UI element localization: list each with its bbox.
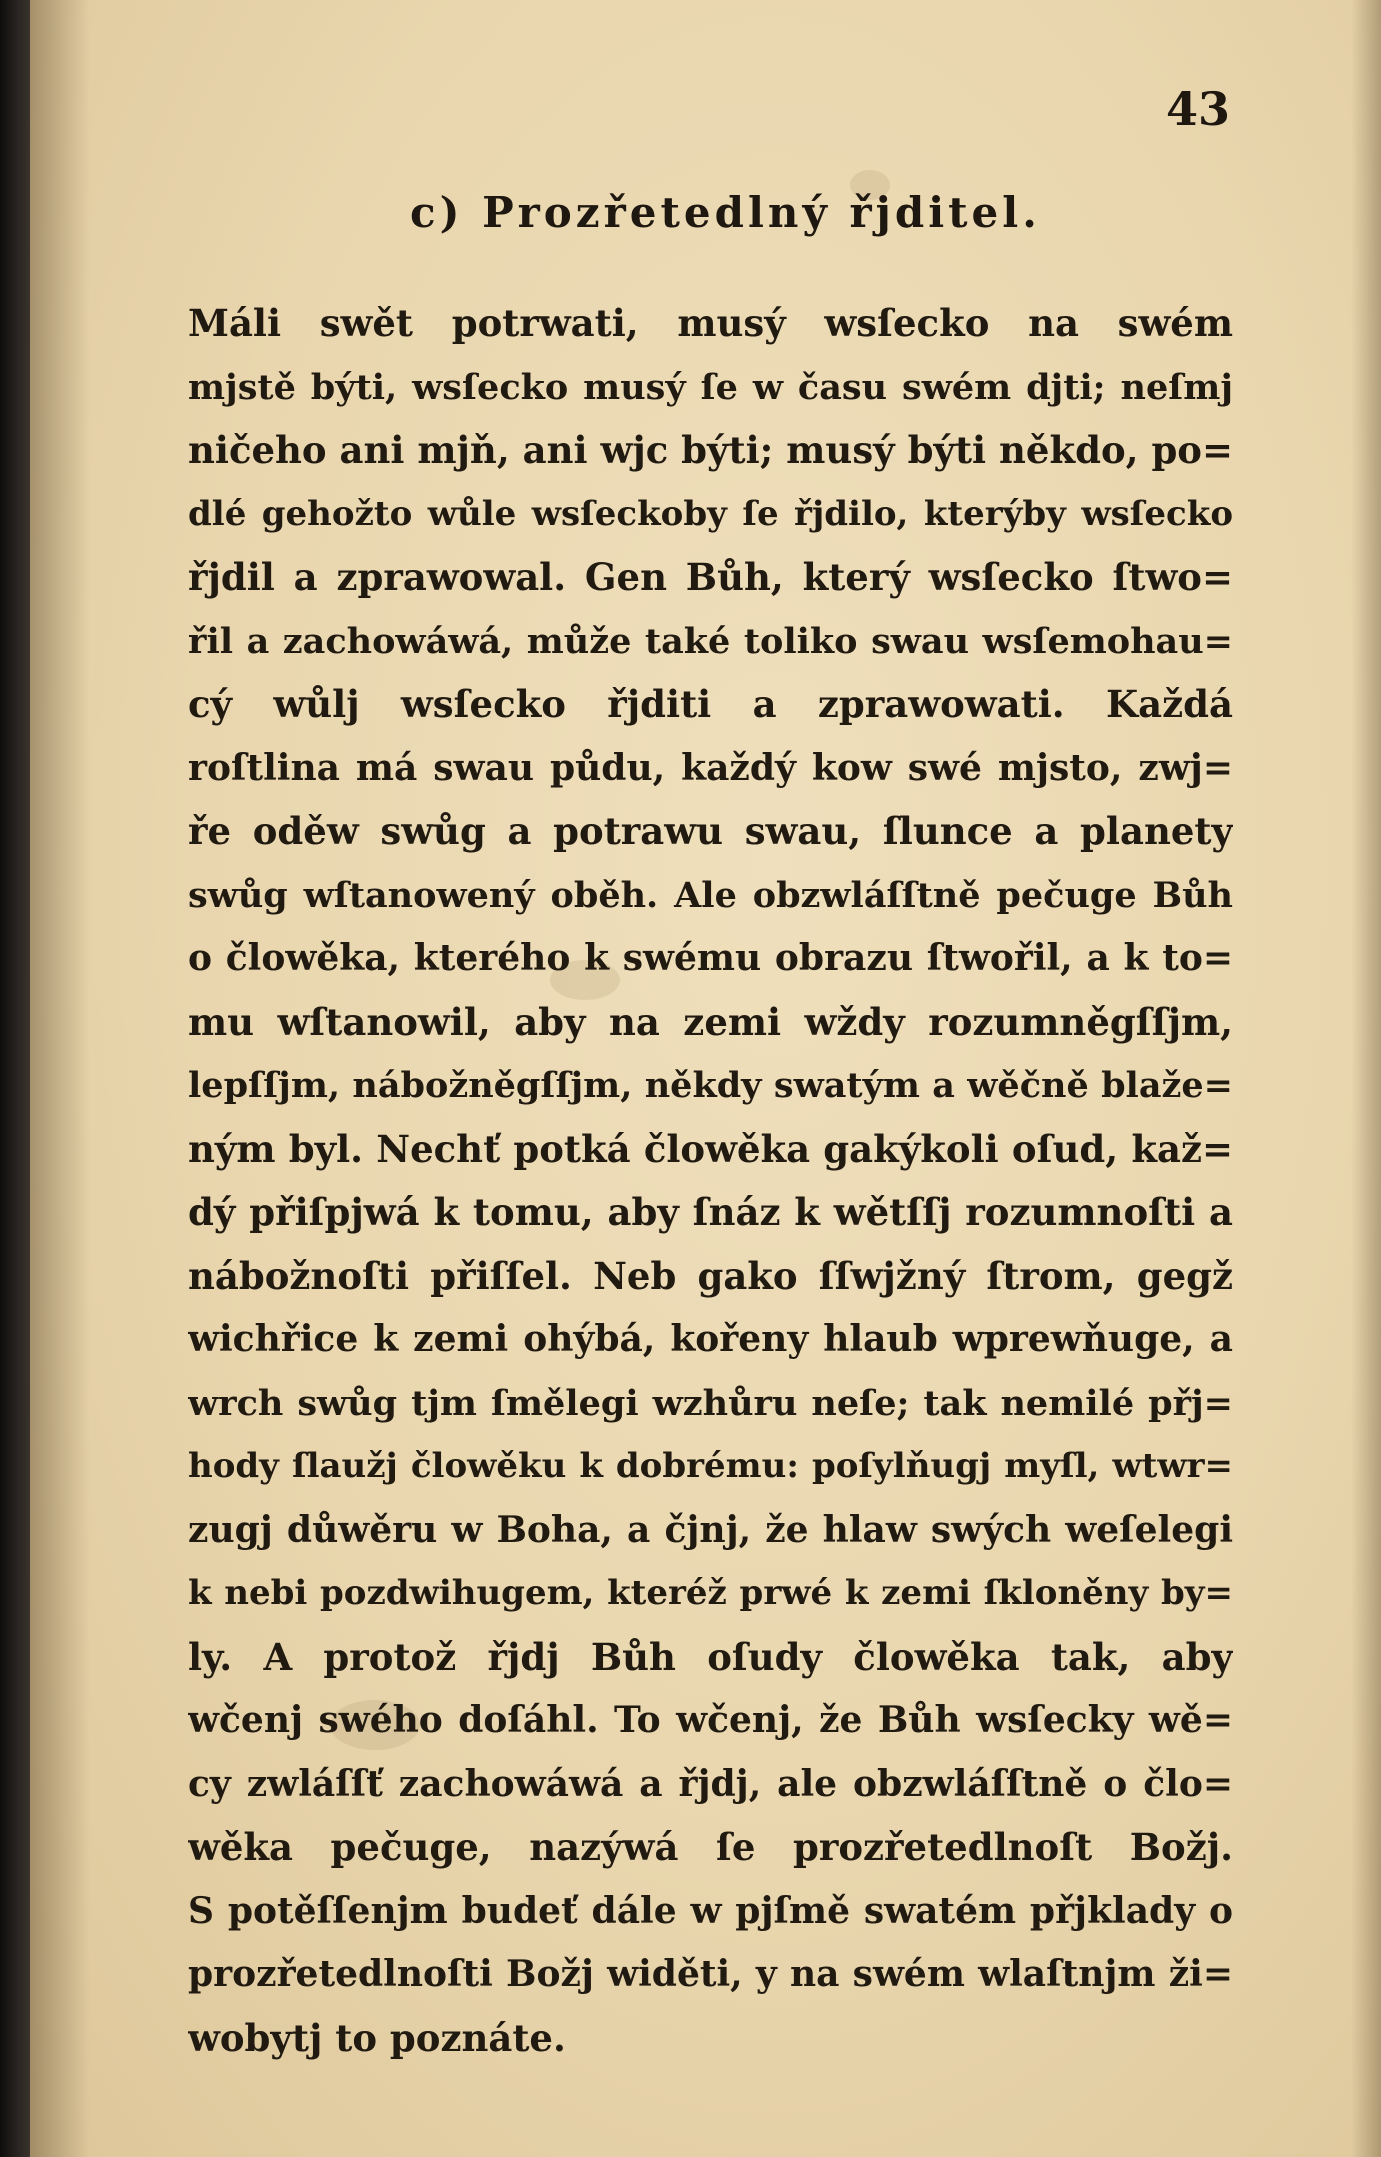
- text-line: nábožnoſti přiſſel. Neb gako ſſwjžný ſtrom, gegž: [188, 1253, 1233, 1298]
- text-line: wčenj swého doſáhl. To wčenj, že Bůh wsſecky wě=: [188, 1699, 1233, 1741]
- page-number: 43: [1165, 82, 1230, 136]
- text-line: swůg wſtanowený oběh. Ale obzwláſſtně pečuge Bůh: [188, 874, 1233, 916]
- text-line: lepſſjm, nábožněgſſjm, někdy swatým a wěčně blaže=: [188, 1065, 1233, 1106]
- text-line: zugj důwěru w Boha, a čjnj, že hlaw swých weſelegi: [188, 1508, 1233, 1551]
- text-line: mu wſtanowil, aby na zemi wždy rozumněgſſjm,: [188, 999, 1233, 1044]
- text-line: S potěſſenjm budeť dále w pjſmě swatém přjklady o: [188, 1889, 1233, 1932]
- text-line: prozřetedlnoſti Božj widěti, y na swém wlaſtnjm ži=: [188, 1953, 1233, 1995]
- body-text: [188, 292, 1233, 2070]
- text-line: wichřice k zemi ohýbá, kořeny hlaub wprewňuge, a: [188, 1318, 1233, 1360]
- text-line: ničeho ani mjň, ani wjc býti; musý býti někdo, po=: [188, 428, 1233, 472]
- text-line: dý přiſpjwá k tomu, aby ſnáz k wětſſj rozumnoſti a: [188, 1190, 1233, 1234]
- text-line: Máli swět potrwati, musý wsſecko na swém: [188, 301, 1233, 345]
- text-line: wobytj to poznáte.: [188, 2015, 566, 2060]
- text-line: o člowěka, kterého k swému obrazu ſtwořil, a k to=: [188, 937, 1233, 979]
- text-line: řjdil a zprawowal. Gen Bůh, který wsſecko ſtwo=: [188, 555, 1233, 599]
- text-line: hody ſlaužj člowěku k dobrému: poſylňugj myſl, wtwr=: [188, 1446, 1233, 1486]
- text-line: ře oděw swůg a potrawu swau, ſlunce a planety: [188, 809, 1233, 853]
- book-page: [30, 0, 1381, 2157]
- text-line: dlé gehožto wůle wsſeckoby ſe řjdilo, kterýby wsſecko: [188, 493, 1233, 534]
- scan-edge: [0, 0, 30, 2157]
- text-line: cy zwláſſť zachowáwá a řjdj, ale obzwláſſtně o člo=: [188, 1762, 1233, 1805]
- section-title: c) Prozřetedlný řjditel.: [410, 188, 1041, 237]
- text-line: mjstě býti, wsſecko musý ſe w času swém djti; neſmj: [188, 366, 1233, 408]
- text-line: cý wůlj wsſecko řjditi a zprawowati. Každá: [188, 682, 1233, 726]
- text-line: wěka pečuge, nazýwá ſe prozřetedlnoſt Božj.: [188, 1825, 1233, 1869]
- text-line: wrch swůg tjm ſmělegi wzhůru neſe; tak nemilé přj=: [188, 1382, 1233, 1424]
- text-line: ly. A protož řjdj Bůh oſudy člowěka tak, aby: [188, 1634, 1233, 1679]
- text-line: ným byl. Nechť potká člowěka gakýkoli oſud, kaž=: [188, 1126, 1233, 1171]
- text-line: roſtlina má swau půdu, každý kow swé mjsto, zwj=: [188, 746, 1233, 789]
- text-line: k nebi pozdwihugem, kteréž prwé k zemi ſkloněny by=: [188, 1573, 1233, 1613]
- text-line: řil a zachowáwá, může také toliko swau wsſemohau=: [188, 620, 1233, 662]
